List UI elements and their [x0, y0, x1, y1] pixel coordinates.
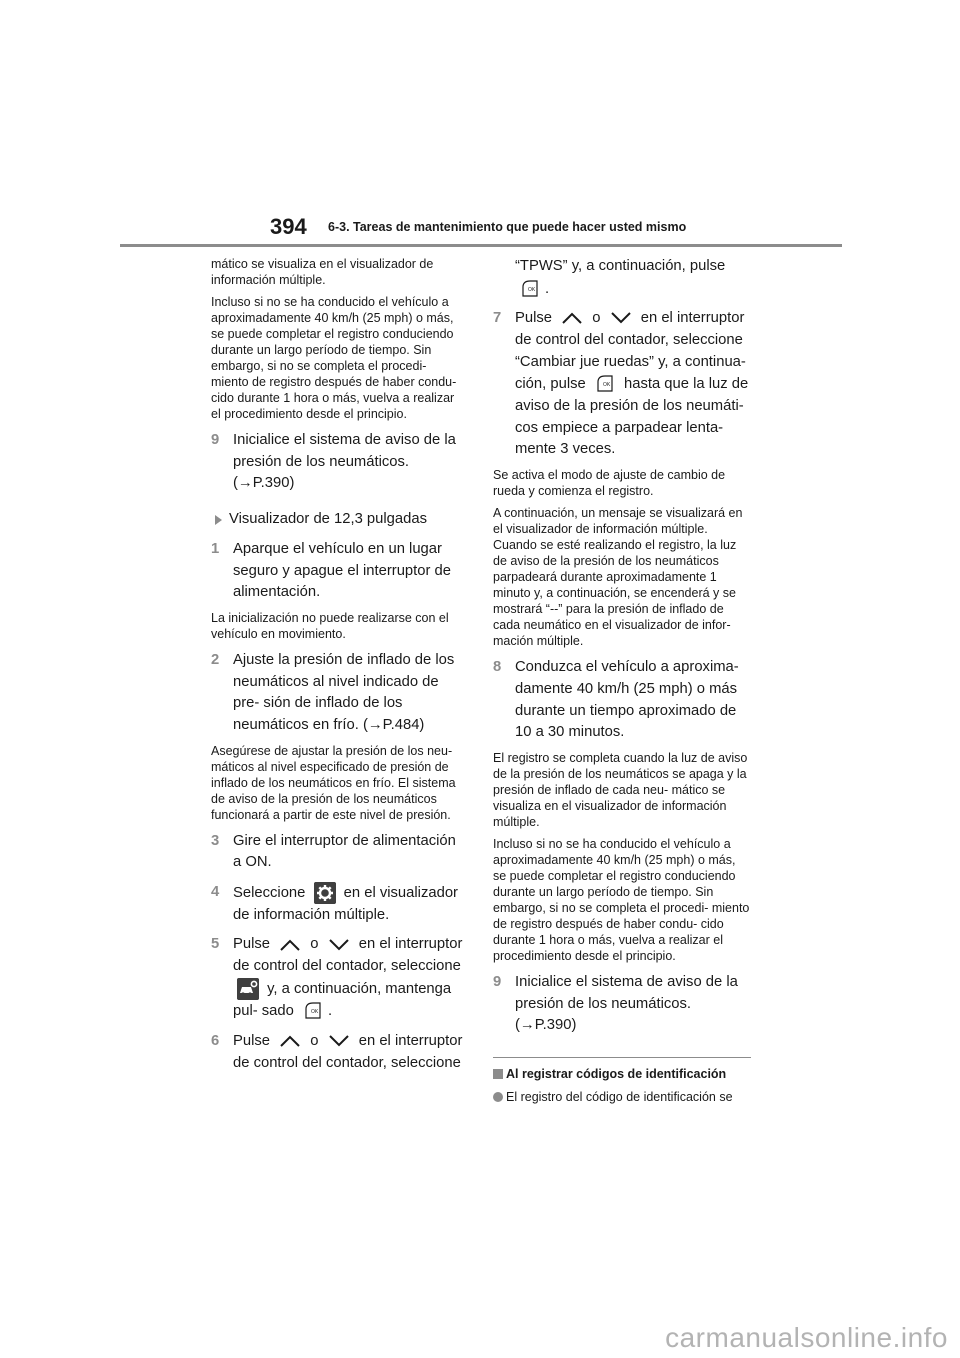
note: El registro se completa cuando la luz de aviso de la presión de los neumáticos se apaga y la presión de inflado de cada neu- mático se visualiza en el visualizador de información múltiple.: [493, 750, 748, 829]
chevron-down-icon: [610, 311, 632, 325]
step-3: [211, 831, 466, 874]
list-item: [493, 1089, 751, 1105]
step-number: 7: [493, 310, 502, 327]
step-number: 6: [211, 1033, 220, 1050]
svg-text:OK: OK: [311, 1009, 319, 1016]
circle-bullet-icon: [493, 1092, 503, 1102]
step-1: [211, 539, 466, 604]
ok-button-icon: [302, 1000, 324, 1022]
step-text: Inicialice el sistema de aviso de la presión de los neumáticos.: [515, 973, 738, 1012]
step-text: Ajuste la presión de inflado de los neumáticos al nivel indicado de pre- sión de inflado de los neumáticos en frío. (→P.484): [233, 651, 455, 734]
step-2: [211, 650, 466, 737]
svg-text:OK: OK: [528, 286, 536, 293]
subsection-heading: [211, 509, 466, 531]
section-title: 6-3. Tareas de mantenimiento que puede hacer usted mismo: [328, 220, 687, 234]
step-text: Conduzca el vehículo a aproxima- damente 40 km/h (25 mph) o más durante un tiempo aproximado de 10 a 30 minutos.: [515, 659, 739, 741]
note: Se activa el modo de ajuste de cambio de rueda y comienza el registro.: [493, 468, 726, 499]
ok-button-icon: [519, 278, 541, 300]
step-text: Inicialice el sistema de aviso de la presión de los neumáticos.: [233, 432, 456, 470]
chevron-down-icon: [328, 1034, 350, 1048]
step-text: o: [310, 936, 319, 953]
step-number: 9: [211, 432, 220, 448]
step-9: [211, 430, 466, 495]
step-5: [211, 934, 466, 1023]
square-bullet-icon: [493, 1069, 503, 1079]
step-text: Pulse: [515, 310, 553, 327]
step-number: 3: [211, 832, 220, 849]
chevron-up-icon: [279, 938, 301, 952]
chevron-down-icon: [328, 938, 350, 952]
chevron-up-icon: [279, 1034, 301, 1048]
note-heading-text: Al registrar códigos de identificación: [506, 1067, 727, 1082]
chevron-up-icon: [561, 311, 583, 325]
step-6-continued: [493, 256, 751, 300]
paragraph: Incluso si no se ha conducido el vehículo a aproximadamente 40 km/h (25 mph) o más, se puede completar el registro conduciendo durante un largo período de tiempo. Sin embargo, si no se completa el procedi- miento de registro después de haber condu- cido durante 1 hora o más, vuelva a realizar el procedimiento desde el principio.: [211, 295, 457, 421]
page-number: 394: [270, 214, 307, 239]
step-text: en el interruptor de control del contador, seleccione: [233, 936, 463, 975]
step-text: en el interruptor de control del contador, seleccione “Cambiar jue ruedas” y, a continua- ción, pulse: [515, 310, 746, 393]
step-number: 9: [493, 973, 502, 990]
divider: [493, 1057, 751, 1058]
step-number: 5: [211, 936, 220, 953]
note-heading: [493, 1066, 751, 1083]
step-text: en el visualizador de información múltiple.: [233, 885, 458, 923]
page-reference[interactable]: (→P.390): [515, 1017, 577, 1034]
note: A continuación, un mensaje se visualizará en el visualizador de información múltiple. Cuando se esté realizando el registro, la luz de aviso de la presión de los neumáticos parpadeará durante aproximadamente 1 minuto y, a continuación, se encenderá y se mostrará “--” para la presión de inflado de cada neumático en el visualizador de infor- mación múltiple.: [493, 506, 743, 649]
step-text: o: [310, 1033, 319, 1050]
watermark: carmanualsonline.info: [665, 1322, 948, 1353]
car-settings-icon: [237, 978, 259, 1000]
triangle-bullet-icon: [215, 515, 222, 525]
step-number: 2: [211, 651, 220, 668]
svg-text:OK: OK: [602, 382, 611, 389]
step-text: o: [592, 310, 601, 327]
step-text: Seleccione: [233, 885, 306, 902]
step-number: 8: [493, 659, 502, 676]
note: La inicialización no puede realizarse con el vehículo en movimiento.: [211, 610, 449, 641]
step-4: [211, 882, 466, 926]
step-text: Pulse: [233, 1033, 271, 1050]
paragraph: mático se visualiza en el visualizador de información múltiple.: [211, 257, 434, 287]
step-text: y, a continuación, mantenga pul- sado: [233, 980, 452, 1020]
step-number: 4: [211, 884, 220, 901]
step-text: .: [545, 280, 550, 297]
step-text: “TPWS” y, a continuación, pulse: [515, 258, 726, 274]
step-7: [493, 308, 751, 461]
list-item-text: El registro del código de identificación se: [506, 1090, 733, 1105]
step-text: Pulse: [233, 936, 271, 953]
step-8: [493, 657, 751, 744]
right-column: [493, 256, 751, 1105]
note: Incluso si no se ha conducido el vehículo a aproximadamente 40 km/h (25 mph) o más, se puede completar el registro conduciendo durante un largo período de tiempo. Sin embargo, si no se completa el procedi- miento de registro después de haber condu- cido durante 1 hora o más, vuelva a realizar el procedimiento desde el principio.: [493, 836, 750, 963]
header-rule: [120, 244, 842, 247]
step-text: hasta que la luz de aviso de la presión de los neumáti- cos empiece a parpadear lenta- mente 3 veces.: [515, 376, 749, 458]
step-number: 1: [211, 540, 220, 557]
step-text: en el interruptor de control del contador, seleccione: [233, 1033, 463, 1071]
page-reference[interactable]: (→P.390): [233, 475, 295, 492]
gear-icon: [314, 882, 336, 904]
step-text: .: [328, 1003, 333, 1020]
step-9: [493, 972, 751, 1037]
note: Asegúrese de ajustar la presión de los neu- máticos al nivel especificado de presión de inflado de los neumáticos en frío. El sistema de aviso de la presión de los neumáticos funcionará a partir de este nivel de presión.: [211, 743, 456, 822]
step-6: [211, 1031, 466, 1074]
ok-button-icon: [594, 373, 616, 395]
step-text: Aparque el vehículo en un lugar seguro y apague el interruptor de alimentación.: [233, 540, 451, 601]
subsection-label: Visualizador de 12,3 pulgadas: [229, 511, 427, 528]
step-text: Gire el interruptor de alimentación a ON.: [233, 832, 456, 871]
left-column: [211, 256, 466, 1080]
